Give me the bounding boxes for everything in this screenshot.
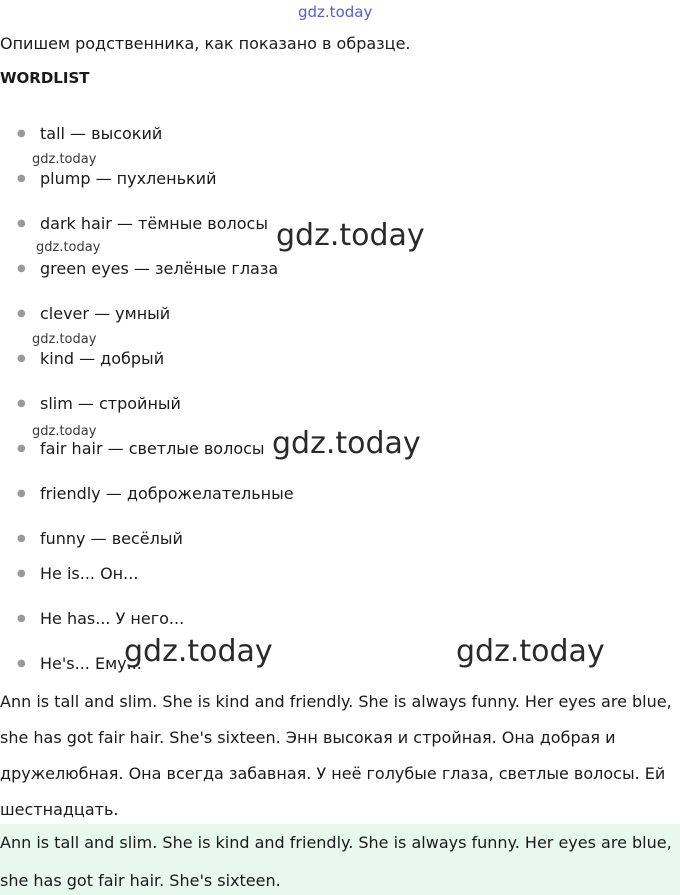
task-text: Опишем родственника, как показано в образце. xyxy=(0,34,411,53)
bullet-icon: ● xyxy=(17,443,26,454)
bullet-icon: ● xyxy=(17,488,26,499)
bullet-icon: ● xyxy=(17,173,26,184)
bullet-icon: ● xyxy=(17,568,26,579)
bullet-icon: ● xyxy=(17,613,26,624)
bullet-icon: ● xyxy=(17,658,26,669)
watermark-small: gdz.today xyxy=(32,152,97,167)
bullet-icon: ● xyxy=(17,308,26,319)
example-paragraph: Ann is tall and slim. She is kind and friendly. She is always funny. Her eyes are blue, she has got fair hair. She's sixteen. Энн высокая и стройная. Она добрая и дружелюбная. Она всегда забавная. У неё голубые глаза, светлые волосы. Ей шестнадцать. xyxy=(0,692,672,819)
bullet-icon: ● xyxy=(17,353,26,364)
bullet-icon: ● xyxy=(17,128,26,139)
watermark-large: gdz.today xyxy=(272,426,421,461)
wordlist-heading: WORDLIST xyxy=(0,69,90,87)
watermark-large: gdz.today xyxy=(456,634,605,669)
answer-block: Ann is tall and slim. She is kind and friendly. She is always funny. Her eyes are blue, she has got fair hair. She's sixteen. xyxy=(0,824,680,895)
bullet-icon: ● xyxy=(17,533,26,544)
bullet-icon: ● xyxy=(17,263,26,274)
bullet-icon: ● xyxy=(17,218,26,229)
bullet-icon: ● xyxy=(17,398,26,409)
watermark-small: gdz.today xyxy=(36,240,101,255)
watermark-small: gdz.today xyxy=(32,332,97,347)
watermark-large: gdz.today xyxy=(124,634,273,669)
watermark-small: gdz.today xyxy=(32,424,97,439)
watermark-large: gdz.today xyxy=(276,218,425,253)
watermark-top: gdz.today xyxy=(298,3,373,21)
